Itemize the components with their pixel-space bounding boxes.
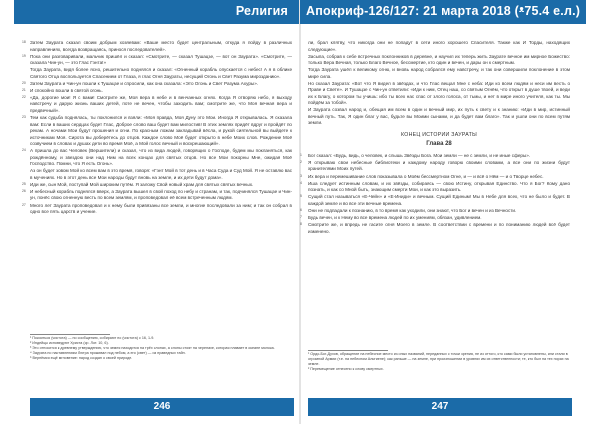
- verse-number: 4: [300, 180, 302, 185]
- verse: [22, 115, 292, 148]
- verse-text: Иша следует истинным словам, и их звёзды, собираясь — свою Истину, открывая Единство. Что я Бог? Кому дано познать, и как со Мной быть, знающим смерти Мои, и как это выразить.: [308, 180, 570, 193]
- verse-number: 18: [22, 40, 26, 44]
- verse-number: 1: [300, 152, 302, 157]
- verse-number: 24: [22, 148, 26, 153]
- verse: [300, 214, 570, 222]
- verse-number: 25: [22, 181, 26, 186]
- verse-number: 19: [22, 53, 26, 58]
- verse: [22, 40, 292, 53]
- right-footnotes: [308, 352, 570, 372]
- verse: [300, 152, 570, 160]
- verse-text: Я открываю свои небесные библиотеки и каждому народу говорю своими словами, а все они по жизни будут хранителями Моих путей.: [308, 159, 570, 172]
- verse-text: Иди же, сын Мой, поступай Мой широким путём. Я заложу Свой новый храм для святых святых вечных.: [30, 181, 254, 187]
- verse-text: Пока они разговаривали, мальчик пришёл и сказал: «Смотрите, — сказал Тушацзе, — вот он Заурата». «Смотрите, — сказала Чин-ун, — это Глас Гэнта!»: [30, 53, 292, 66]
- verse: [300, 222, 570, 235]
- verse-text: Смотрите же, и впредь не гасите огня Моего в земле. В соответствии с времени и по пониманию людей всё будет изменено.: [308, 222, 570, 234]
- footnote: ² Перемещение отнесено к слову смертных.: [308, 367, 384, 372]
- verse: [22, 53, 292, 67]
- verse: [300, 194, 570, 207]
- left-header-bar: [14, 0, 300, 24]
- verse-text: Затем Заурата и Чин-ун пошли к Тушацзе и спросили, как она сказала: «Это Огонь и Свет Разума Ахуры».: [30, 80, 259, 86]
- intro-paragraph: Но сказал Заурата: «Вот что Я видел в звёздах, и что Глас вещал Мне с неба: Иди ко всем людям и неси им весть о Праве и Свете». И Тушацзе с Чин-ун ответили: «Иди к ним, Отец наш, со святым Огнём, что открыт в душе твоей, и веди их к Благу, о котором ты учишь: ибо ты всех нас спас от злого голоса, от тьмы, и нет в мире иного учителя, как ты. Мы пойдём за тобой».: [308, 80, 570, 106]
- verse: [22, 80, 292, 88]
- left-footnotes: [30, 336, 292, 361]
- verse-number: 21: [22, 87, 26, 92]
- verse: [22, 94, 292, 115]
- right-page-number: 247: [431, 401, 449, 412]
- verse-text: А пришла до вас Человек (Вершители) и сказал, что из вида людей, говорящих о Господе, будем мы покланяться, как рождённому, и звездою они над Ним на всех концах для святых отцов. Но все Мои покорны Мне, ожидая Моё Господство. Помни, что Я есть Огонь».: [30, 148, 292, 167]
- verse-number: 3: [300, 173, 302, 178]
- verse: [300, 207, 570, 215]
- verse: [300, 180, 570, 194]
- verse: [300, 173, 570, 181]
- verse-text: Их вера и перемешивание слов показывала о Моём бессмертном Огне, и — и всё о Нём — и о Творце небес.: [308, 173, 544, 179]
- footnote: ⁵ Вернёмся ещё мгновение: народ создан о своей природе.: [30, 356, 133, 361]
- verse-text: Много лет Заурата проповедовал и к нему были привязаны все земли, и многие последовали за ним; и так он собрал в одно все пять царств и учение.: [30, 202, 292, 215]
- verse-number: 20: [22, 80, 26, 85]
- verse-number: 8: [300, 222, 302, 227]
- verse-text: «Да, дорогие мои! Я с вами! Смотрите же, Моя вера в небе и в венчанных огнях. Когда Я отворяю небо, я выходу навстречу и дарую жизнь ваших детей, поте не вечен, чтобы заходить вам; смотрите же, что Моя вечная вера и предвечный».: [30, 94, 292, 113]
- intro-paragraph: Тогда Заурата ушёл к великому огню, и вновь народ собрался ему навстречу, и так они совершили поклонение в этом мире сила.: [308, 67, 570, 79]
- right-page-body: [300, 40, 570, 236]
- verse-text: Бог сказал: «Будь, видь, о человек, и слышь Звёзды Бога. Мои земли — не с земли, и не иные сферы».: [308, 152, 531, 158]
- verse: [300, 159, 570, 173]
- verse-number: 27: [22, 202, 26, 207]
- verse-text: И небесный корабль поднялся вверх, а Заурата вышел в свой поход по небу и странам, и так, подчинялся Тушацзе и Чин-ун, понёс свою огненную весть по всем землям, и проповедовал её всем встреченным людям.: [30, 188, 292, 201]
- verse-number: 6: [300, 207, 302, 212]
- chapter-title: Глава 28: [426, 141, 452, 148]
- footnote: ³ Это относится к древнему утверждению, что земля находится на трёх слонах, а слоны стоят на черепахе, которая плавает в океане молока.: [30, 346, 275, 351]
- verse-text: Тем как судьба поднялась, ты поклонился и взяли: «Моя правда, Моя Дуну это Мои. Иногда Я открывалась. Я сказала вам: Если в ваших сердцах будет Глас, Доброе слово ваш будет вам милостив! В этих землях придёт вдруг и пройдёт по рекам. А ночами Мои будут прошения и огни. По красным ложам закладывай вёсла, и рукой сиятельной вы выйдете к источникам Моя. Сирота вы доберётесь до отцов. Каждое слово Моё будет открыто в небе Моих слов. Рождение Моё созвучием в словах и душах дети во время Моё, а Мой голос вечный и воскрешающий».: [30, 115, 292, 147]
- footnote: ¹ Ордо-Бог-Духов, обращение на небесное место из оных названий, переданных с точки зрения, не из оттого, кто сами были установлены, или стали в огромной Армии (т.е. на небесном Альтиене); как раньше — на земле, при произношении в уровнях им их ответственности; те, кто был на тех порах на земле.: [308, 352, 569, 367]
- verse-number: 2: [300, 159, 302, 164]
- verse: [22, 188, 292, 202]
- verse-number: 7: [300, 214, 302, 219]
- footnote: ⁴ Заурата по наставлениям Лютра проживал под небом, а его (свет) — из праведных тайн.: [30, 351, 186, 356]
- right-footer-bar: [308, 398, 572, 416]
- left-footnote-rule: [30, 334, 110, 335]
- verse-number: 22: [22, 94, 26, 99]
- left-page-body: [22, 40, 292, 216]
- verse: [30, 67, 292, 80]
- right-header-bar: [300, 0, 586, 24]
- verse: [30, 168, 292, 181]
- left-header-title: Религия: [235, 4, 288, 18]
- verse-text: Сущий стал называться «Е-Чейн» и «Е-Иниди» и вечным. Сущий Единым! Мы в Небе для всех, что не было и будет. В каждой земле и во все эти вечные времена.: [308, 194, 570, 206]
- verse-number: 26: [22, 188, 26, 193]
- left-page-number: 246: [153, 401, 171, 412]
- footnote: ² Индейцы исповедуют Христа (ср. Лот. 10, 6).: [30, 341, 109, 346]
- intro-paragraph: ли, брал клятву, что никогда они не попадут в сети иного хорошего Спасителя. Также как И Торды, находящих следующие».: [308, 40, 570, 52]
- intro-paragraph: И Заурата созвал народ и, обещая им всем в один и вечный мир, их путь к свету и к знанию: «Иди в мир, истинный вечный путь. Так, Я один благ у вас, будьте вы Моими сынами, и да будет вам благо». Так и ушли они по всем путям земли.: [308, 107, 570, 126]
- footnote: ¹ Покоиться (чистота) — по сообщению, собирают по (чистота) с 16, 1-9.: [30, 336, 155, 340]
- verse: [22, 148, 292, 168]
- right-header-title: Апокриф-126/127: 21 марта 2018 (ᵜ75.4 е.л.): [306, 4, 581, 18]
- verse-text: Будь вечен, и к Нему во все времена людей по их умениям, обязан, удивлением.: [308, 214, 482, 220]
- verse: [22, 87, 292, 95]
- verse-text: Они не подпадали к познанию, в то время как уходили, они знают, что Бог и вечен и из Вечности.: [308, 207, 517, 213]
- intro-paragraph: Засыпа, собрав к себе встречных поклонников в деревне, и научил их теперь жить Заурате вечное им мирное Божество: только Вера Вечная, только Благо Вечное, бессмертие, кто один и вечен, и дары он к смертным.: [308, 53, 570, 66]
- verse-text: Тогда Заурата, видя более ясно, решительно поднялся и сказал: «Огненный корабль опускается с небес! А я в облике Святого Отца воспользуется Спасением от Глаза, я глас Огня Заураты, несущий Огонь и Свет Разума мирозданию».: [30, 67, 292, 79]
- left-footer-bar: [30, 398, 294, 416]
- right-footnote-rule: [308, 350, 388, 351]
- section-heading: КОНЕЦ ИСТОРИИ ЗАУРАТЫ: [400, 131, 477, 138]
- verse: [22, 181, 292, 189]
- right-page: [300, 0, 600, 424]
- verse-text: Аз он будет зовом Мой ко всем вам в это время, говоря: «Гэнт Мой в тот день и в Часа Суда и Суд Мой. Я не оставлю вас в мучениях. Но в этот день все Мои народы будут вновь на земле, и их дети будут дома».: [30, 168, 292, 180]
- verse: [22, 202, 292, 216]
- verse-text: Затем Заурата сказал своим добрым хозяевам: «Ваше место будет центральным, откуда я пойду в различных направлениях, всегда возвращаясь, принося последователей».: [30, 40, 292, 52]
- verse-number: 23: [22, 115, 26, 120]
- verse-text: И спокойно вошли в святой огонь.: [30, 87, 103, 93]
- verse-number: 5: [300, 194, 302, 199]
